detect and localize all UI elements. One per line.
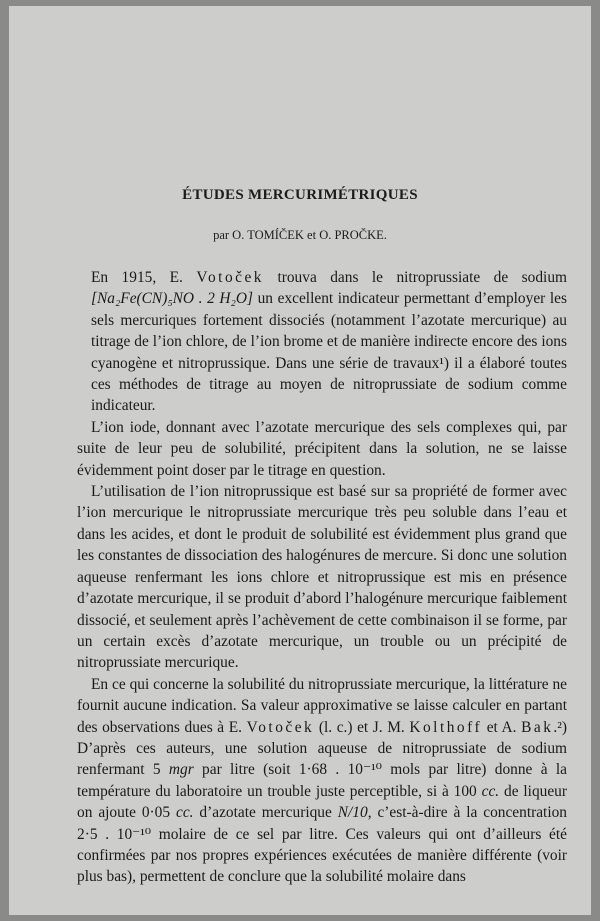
article-title: ÉTUDES MERCURIMÉTRIQUES [182,187,418,203]
paragraph-3: L’utilisation de l’ion nitroprussique est basé sur sa propriété de former avec l’ion mercurique le nitroprussiate mercurique très peu soluble dans l’eau et dans les acides, et dont le produit de solubilité est évidemment plus grand que les constantes de dissociation des halogénures de mercure. Si donc une solution aqueuse renfermant les ions chlore et nitroprussique est mis en présence d’azotate mercurique, il se produit d’abord l’halogénure mercurique faiblement dissocié, et seulement après l’achèvement de cette combinaison il se forme, par un certain excès d’azotate mercurique, un trouble ou un précipité de nitroprussiate mercurique. [77,483,567,672]
paragraph-4: En ce qui concerne la solubilité du nitroprussiate mercurique, la littérature ne fournit aucune indication. Sa valeur approximative se laisse calculer en partant des observations dues à E. Votoček (l. c.) et J. M. Kolthoff et A. Bak.²) D’après ces auteurs, une solution aqueuse de nitroprussiate de sodium renfermant 5 mgr par litre (soit 1·68 . 10⁻¹⁰ mols par litre) donne à la température du laboratoire un trouble juste perceptible, si à 100 cc. de liqueur on ajoute 0·05 cc. d’azotate mercurique N/10, c’est-à-dire à la concentration 2·5 . 10⁻¹⁰ molaire de ce sel par litre. Ces valeurs qui ont d’ailleurs été confirmées par nos propres expériences exécutées de manière différente (voir plus bas), permettent de conclure que la solubilité molaire dans [77,675,567,886]
author-name: Kolthoff [409,718,483,736]
paragraph-1: En 1915, E. Votoček trouva dans le nitroprussiate de sodium [Na₂Fe(CN)₅NO . 2 H₂O] un excellent indicateur permettant d’employer les sels mercuriques fortement dissociés (notamment l’azotate mercurique) au titrage de l’ion chlore, de l’ion brome et de manière indirecte encore des ions cyanogène et nitroprussique. Dans une série de travaux¹) il a élaboré toutes ces méthodes de titrage au moyen de nitroprussiate de sodium comme indicateur. [91,269,567,415]
author-name: Votoček [246,718,315,736]
paragraph-2: L’ion iode, donnant avec l’azotate mercurique des sels complexes qui, par suite de leur peu de solubilité, précipitent dans la solution, ne se laisse évidemment point doser par le titrage en question. [77,418,567,479]
article-body [77,267,567,888]
author-name: Votoček [196,269,264,286]
paper-page [9,6,591,915]
author-name: Bak [521,718,554,736]
chemical-formula: [Na₂Fe(CN)₅NO . 2 H₂O] [91,290,253,308]
article-byline: par O. TOMÍČEK et O. PROČKE. [213,228,387,242]
